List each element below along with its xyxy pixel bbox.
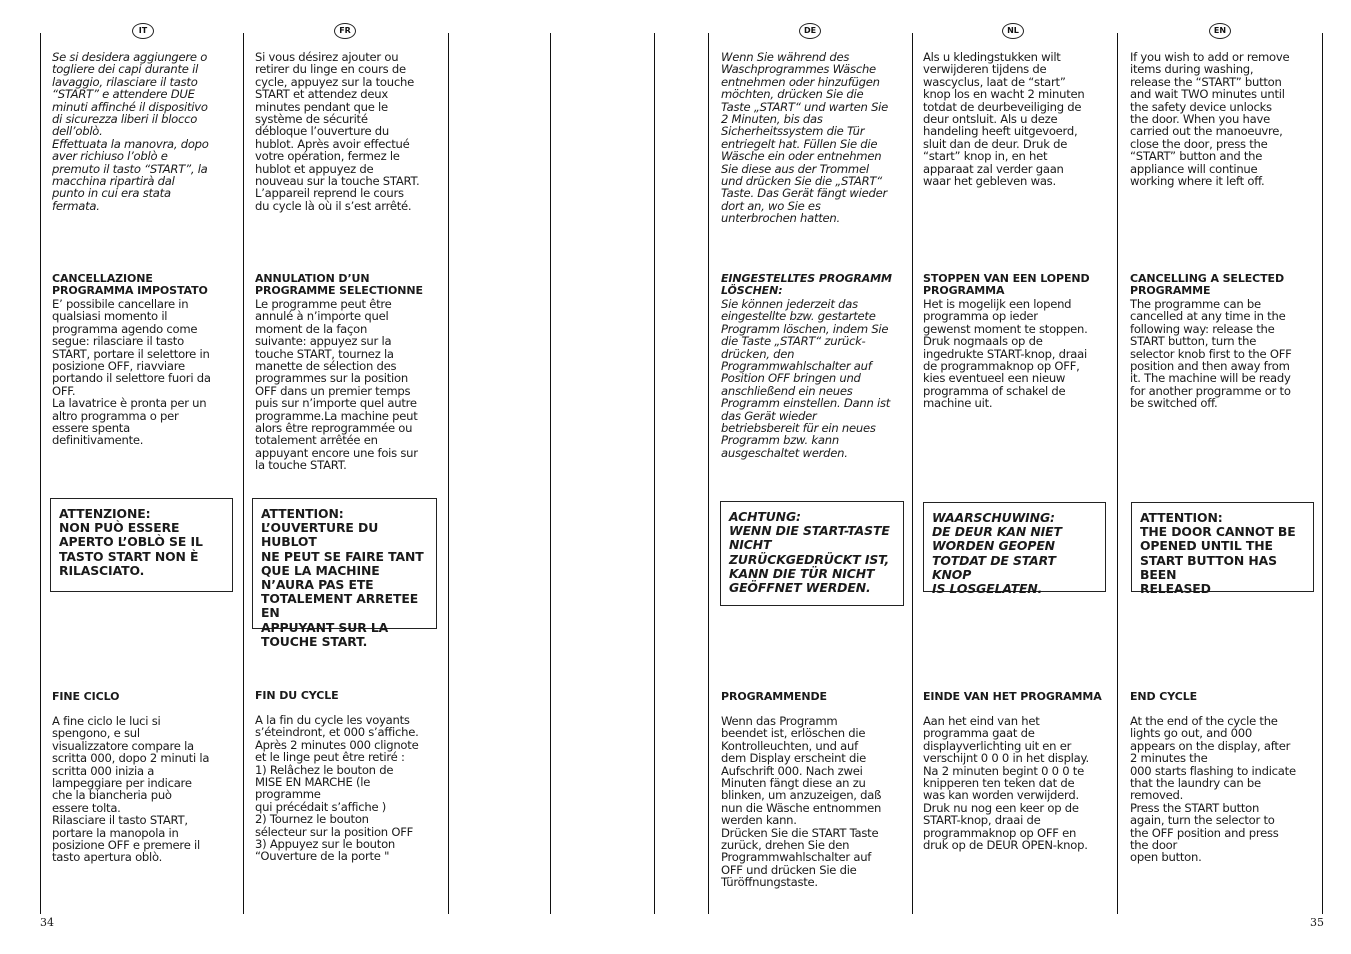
end-text: Wenn das Programm beendet ist, erlöschen die Kontrolleuchten, und auf dem Display erscheint die Aufschrift 000. Nach zwei Minuten fängt diese an zu blinken, um anzuzeigen, daß nun die Wäsche entnommen werden kann. Drücken Sie die START Taste zurück, drehen Sie den Programmwahlschalter auf OFF und drücken Sie die Türöffnungstaste. (721, 714, 882, 890)
end-text: At the end of the cycle the lights go out, and 000 appears on the display, after 2 minutes the 000 starts flashing to indicate that the laundry can be removed. Press the START button again, turn the selector to the OFF position and press the door open button. (1130, 714, 1296, 865)
language-badge-nl: NL (1002, 23, 1024, 39)
end-text: A fine ciclo le luci si spengono, e sul visualizzatore compare la scritta 000, dopo 2 minuti la scritta 000 inizia a lampeggiare per indicare che la biancheria può essere tolta. Rilasciare il tasto START, portare la manopola in posizione OFF e premere il tasto apertura oblò. (52, 714, 210, 865)
end-heading: END CYCLE (1130, 690, 1198, 703)
end-heading: FINE CICLO (52, 690, 120, 703)
language-badge-de: DE (799, 23, 821, 39)
language-badge-en: EN (1209, 23, 1231, 39)
language-badge-it: IT (132, 23, 154, 39)
cancel-heading: EINGESTELLTES PROGRAMM LÖSCHEN: (721, 272, 892, 298)
intro-text: Wenn Sie während des Waschprogrammes Wäsche entnehmen oder hinzufügen möchten, drücken Sie die Taste „START“ und warten Sie 2 Minuten, bis das Sicherheitssystem die Tür entriegelt hat. Füllen Sie die Wäsche ein oder entnehmen Sie diese aus der Trommel und drücken Sie die „START“ Taste. Das Gerät fängt wieder dort an, wo Sie es unterbrochen hatten. (721, 50, 889, 226)
column-divider (40, 33, 41, 914)
cancel-text: Sie können jederzeit das eingestellte bzw. gestartete Programm löschen, indem Sie die Taste „START“ zurück- drücken, den Programmwahlschalter auf Position OFF bringen und anschließend ein neues Programm einstellen. Dann ist das Gerät wieder betriebsbereit für ein neues Programm bzw. kann ausgeschaltet werden. (721, 297, 891, 460)
intro-text: If you wish to add or remove items during washing, release the “START” button and wait TWO minutes until the safety device unlocks the door. When you have carried out the manoeuvre, close the door, press the “START” button and the appliance will continue working where it left off. (1130, 50, 1290, 189)
cancel-text: The programme can be cancelled at any time in the following way: release the START button, turn the selector knob first to the OFF position and then away from it. The machine will be ready for another programme or to be switched off. (1130, 297, 1292, 411)
intro-text: Als u kledingstukken wilt verwijderen tijdens de wascyclus, laat de “start” knop los en wacht 2 minuten totdat de deurbeveiliging de deur ontsluit. Als u deze handeling heeft uitgevoerd, sluit dan de deur. Druk de “start” knop in, en het apparaat zal verder gaan waar het gebleven was. (923, 50, 1085, 189)
column-divider (654, 33, 655, 914)
end-text: A la fin du cycle les voyants s’éteindront, et 000 s’affiche. Après 2 minutes 000 clignote et le linge peut être retiré : 1) Relâchez le bouton de MISE EN MARCHE (le programme qui précédait s’affiche ) 2) Tournez le bouton sélecteur sur la position OFF 3) Appuyez sur le bouton “Ouverture de la porte " (255, 713, 419, 864)
warning-box-de: ACHTUNG: WENN DIE START-TASTE NICHT ZURÜCKGEDRÜCKT IST, KANN DIE TÜR NICHT GEÖFFNET WERDEN. (720, 501, 904, 606)
cancel-heading: CANCELLAZIONE PROGRAMMA IMPOSTATO (52, 272, 208, 298)
intro-text: Se si desidera aggiungere o togliere dei capi durante il lavaggio, rilasciare il tasto “START” e attendere DUE minuti affinché il dispositivo di sicurezza liberi il blocco dell’oblò. Effettuata la manovra, dopo aver richiuso l’oblò e premuto il tasto “START”, la macchina ripartirà dal punto in cui era stata fermata. (52, 50, 209, 213)
language-badge-fr: FR (334, 23, 356, 39)
cancel-text: Het is mogelijk een lopend programma op ieder gewenst moment te stoppen. Druk nogmaals op de ingedrukte START-knop, draai de programmaknop op OFF, kies eventueel een nieuw programma of schakel de machine uit. (923, 297, 1088, 411)
column-divider (912, 33, 913, 914)
column-divider (448, 33, 449, 914)
cancel-heading: ANNULATION D’UN PROGRAMME SELECTIONNE (255, 272, 423, 298)
end-heading: FIN DU CYCLE (255, 689, 339, 702)
cancel-heading: STOPPEN VAN EEN LOPEND PROGRAMMA (923, 272, 1090, 298)
end-heading: EINDE VAN HET PROGRAMMA (923, 690, 1102, 703)
column-divider (243, 33, 244, 914)
column-divider (708, 33, 709, 914)
end-heading: PROGRAMMENDE (721, 690, 827, 703)
cancel-text: Le programme peut être annulé à n’importe quel moment de la façon suivante: appuyez sur la touche START, tournez la manette de sélection des programmes sur la position OFF dans un premier temps puis sur n’importe quel autre programme.La machine peut alors être reprogrammée ou totalement arrêtée en appuyant encore une fois sur la touche START. (255, 297, 418, 473)
warning-box-en: ATTENTION: THE DOOR CANNOT BE OPENED UNTIL THE START BUTTON HAS BEEN RELEASED (1131, 502, 1314, 592)
cancel-text: E’ possibile cancellare in qualsiasi momento il programma agendo come segue: rilasciare il tasto START, portare il selettore in posizione OFF, riavviare portando il selettore fuori da OFF. La lavatrice è pronta per un altro programma o per essere spenta definitivamente. (52, 297, 211, 448)
cancel-heading: CANCELLING A SELECTED PROGRAMME (1130, 272, 1284, 298)
column-divider (1322, 33, 1323, 914)
column-divider (550, 33, 551, 914)
warning-box-it: ATTENZIONE: NON PUÒ ESSERE APERTO L’OBLÒ SE IL TASTO START NON È RILASCIATO. (50, 498, 233, 592)
warning-box-fr: ATTENTION: L’OUVERTURE DU HUBLOT NE PEUT SE FAIRE TANT QUE LA MACHINE N’AURA PAS ETE TOTALEMENT ARRETEE EN APPUYANT SUR LA TOUCHE START. (252, 498, 437, 629)
page-number-left: 34 (40, 916, 54, 929)
column-divider (1117, 33, 1118, 914)
warning-box-nl: WAARSCHUWING: DE DEUR KAN NIET WORDEN GEOPEN TOTDAT DE START KNOP IS LOSGELATEN. (923, 502, 1106, 592)
intro-text: Si vous désirez ajouter ou retirer du linge en cours de cycle, appuyez sur la touche START et attendez deux minutes pendant que le système de sécurité débloque l’ouverture du hublot. Après avoir effectué votre opération, fermez le hublot et appuyez de nouveau sur la touche START. L’appareil reprend le cours du cycle là où il s’est arrêté. (255, 50, 420, 213)
end-text: Aan het eind van het programma gaat de displayverlichting uit en er verschijnt 0 0 0 in het display. Na 2 minuten begint 0 0 0 te knipperen ten teken dat de was kan worden verwijderd. Druk nu nog een keer op de START-knop, draai de programmaknop op OFF en druk op de DEUR OPEN-knop. (923, 714, 1089, 853)
page-number-right: 35 (1310, 916, 1324, 929)
